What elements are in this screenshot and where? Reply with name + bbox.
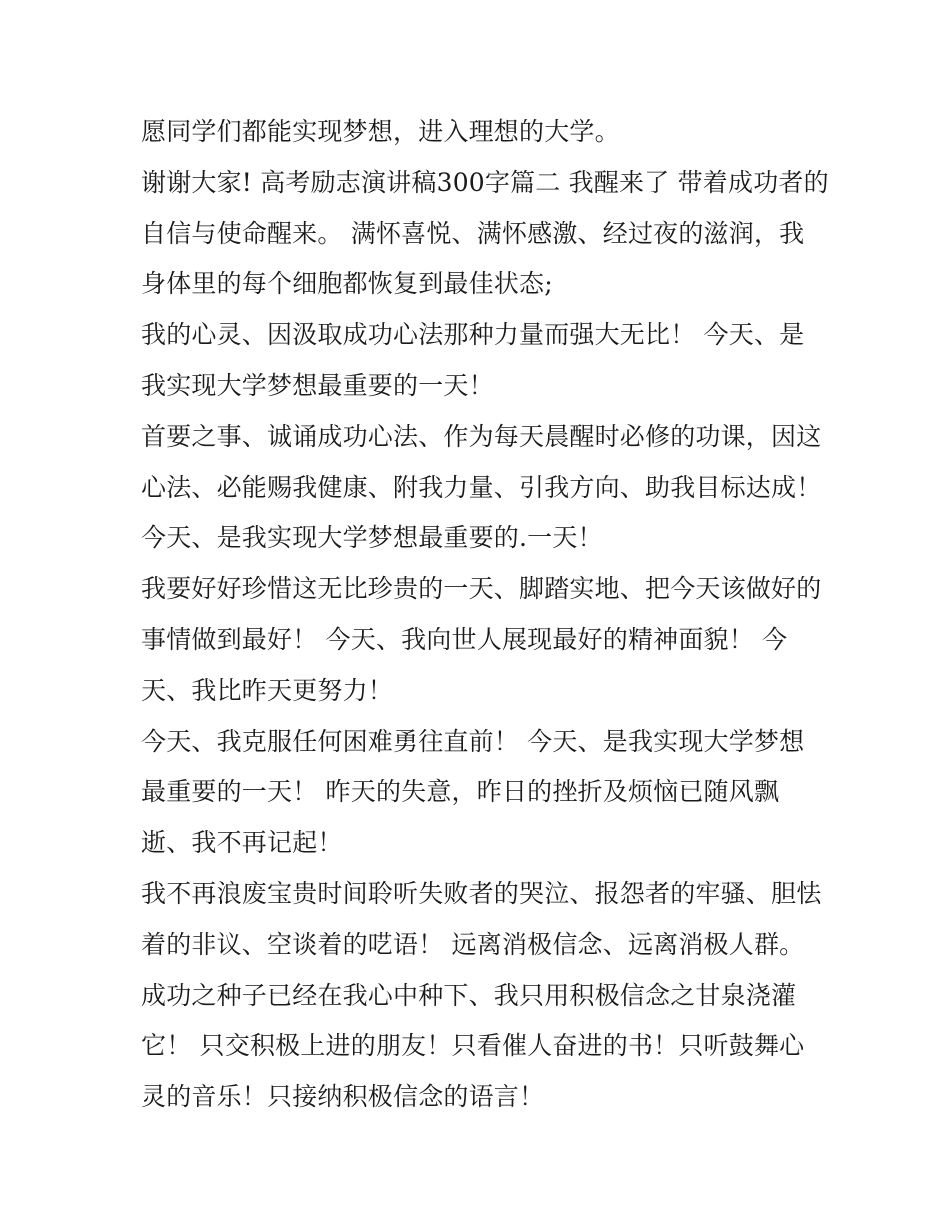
text-line: 心法、必能赐我健康、附我力量、引我方向、助我目标达成！ <box>141 472 822 502</box>
text-line: 成功之种子已经在我心中种下、我只用积极信念之甘泉浇灌 <box>141 980 797 1010</box>
text-line: 身体里的每个细胞都恢复到最佳状态; <box>141 269 553 299</box>
text-line: 事情做到最好！ 今天、我向世人展现最好的精神面貌！ 今 <box>141 624 788 654</box>
body-text <box>141 107 831 1123</box>
text-line: 自信与使命醒来。 满怀喜悦、满怀感激、经过夜的滋润，我 <box>141 218 805 248</box>
text-line: 着的非议、空谈着的呓语！ 远离消极信念、远离消极人群。 <box>141 929 805 959</box>
text-line: 愿同学们都能实现梦想，进入理想的大学。 <box>141 117 620 146</box>
text-line: 谢谢大家! 高考励志演讲稿300字篇二 我醒来了 带着成功者的 <box>141 167 829 197</box>
text-line: 我实现大学梦想最重要的一天！ <box>141 370 494 400</box>
text-line: 我要好好珍惜这无比珍贵的一天、脚踏实地、把今天该做好的 <box>141 574 822 604</box>
text-line: 我的心灵、因汲取成功心法那种力量而强大无比！ 今天、是 <box>141 320 805 350</box>
text-line: 最重要的一天！ 昨天的失意，昨日的挫折及烦恼已随风飘 <box>141 777 780 807</box>
text-line: 天、我比昨天更努力！ <box>141 675 394 705</box>
text-line: 我不再浪废宝贵时间聆听失败者的哭泣、报怨者的牢骚、胆怯 <box>141 878 822 908</box>
text-line: 它！ 只交积极上进的朋友！只看催人奋进的书！只听鼓舞心 <box>141 1031 805 1061</box>
text-line: 灵的音乐！只接纳积极信念的语言！ <box>141 1082 545 1112</box>
text-line: 首要之事、诚诵成功心法、作为每天晨醒时必修的功课，因这 <box>141 421 822 451</box>
text-line: 逝、我不再记起！ <box>141 828 343 858</box>
text-line: 今天、我克服任何困难勇往直前！ 今天、是我实现大学梦想 <box>141 726 805 756</box>
text-line: 今天、是我实现大学梦想最重要的.一天！ <box>141 523 603 553</box>
